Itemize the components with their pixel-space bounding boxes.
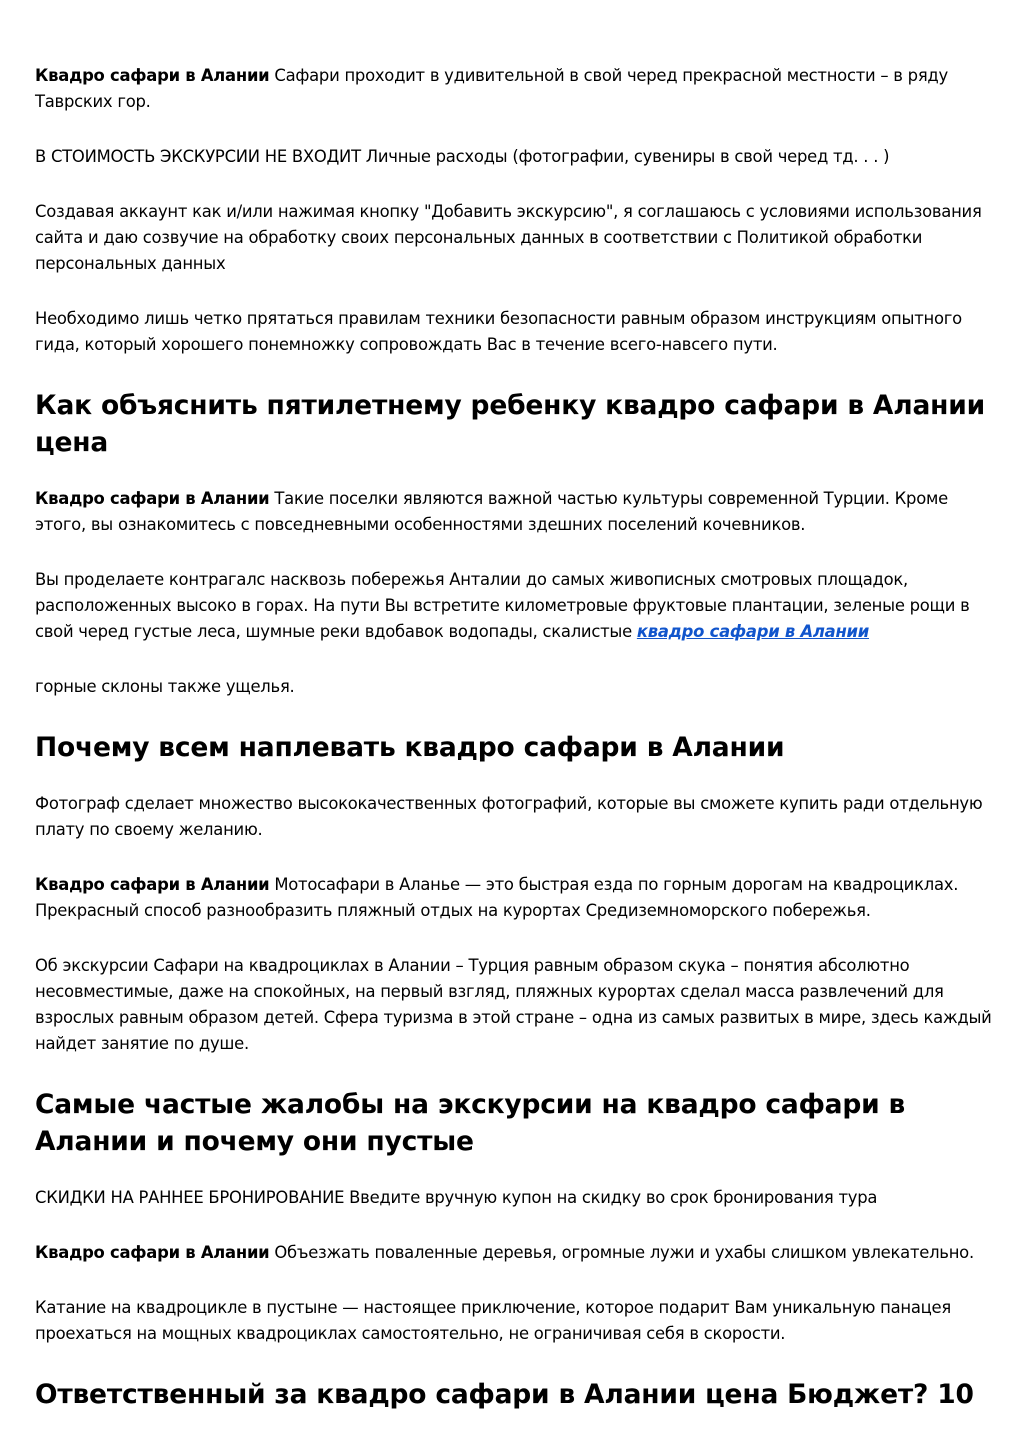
paragraph-slopes [35, 674, 994, 700]
paragraph-text: Необходимо лишь четко прятаться правилам техники безопасности равным образом инструкциям опытного гида, который хорошего понемножку сопровождать Вас в течение всего-навсего пути. [35, 309, 962, 354]
paragraph-exclusions [35, 144, 994, 170]
paragraph-text: Фотограф сделает множество высококачественных фотографий, которые вы сможете купить ради отдельную плату по своему желанию. [35, 794, 983, 839]
paragraph-text: Такие поселки являются важной частью культуры современной Турции. Кроме этого, вы ознакомитесь с повседневными особенностями здешних поселений кочевников. [35, 489, 948, 534]
paragraph-discounts [35, 1185, 994, 1211]
paragraph-text: Объезжать поваленные деревья, огромные лужи и ухабы слишком увлекательно. [269, 1243, 974, 1262]
keyword-lead: Квадро сафари в Алании [35, 875, 270, 894]
paragraph-motosafari [35, 872, 994, 924]
section-heading: Почему всем наплевать квадро сафари в Алании [35, 732, 785, 763]
paragraph-text: СКИДКИ НА РАННЕЕ БРОНИРОВАНИЕ Введите вручную купон на скидку во срок бронирования тура [35, 1188, 878, 1207]
paragraph-photographer [35, 791, 994, 843]
paragraph-text: Создавая аккаунт как и/или нажимая кнопку "Добавить экскурсию", я соглашаюсь с условиями использования сайта и даю созвучие на обработку своих персональных данных в соответствии с Политикой обработки персональных данных [35, 202, 982, 273]
paragraph-route [35, 567, 994, 645]
paragraph-text: В СТОИМОСТЬ ЭКСКУРСИИ НЕ ВХОДИТ Личные расходы (фотографии, сувениры в свой черед тд. . . ) [35, 147, 890, 166]
paragraph-consent [35, 199, 994, 277]
paragraph-text: горные склоны также ущелья. [35, 677, 295, 696]
paragraph-excursion-about [35, 953, 994, 1057]
paragraph-text: Вы проделаете контрагалс насквозь побережья Анталии до самых живописных смотровых площадок, расположенных высоко в горах. На пути Вы встретите километровые фруктовые плантации, зеленые рощи в свой черед густые леса, шумные реки вдобавок водопады, скалистые [35, 570, 970, 641]
paragraph-intro [35, 63, 994, 115]
keyword-lead: Квадро сафари в Алании [35, 489, 270, 508]
paragraph-safety [35, 306, 994, 358]
keyword-link[interactable]: квадро сафари в Алании [636, 622, 870, 641]
paragraph-text: Катание на квадроцикле в пустыне — настоящее приключение, которое подарит Вам уникальную панацея проехаться на мощных квадроциклах самостоятельно, не ограничивая себя в скорости. [35, 1298, 951, 1343]
paragraph-text: Мотосафари в Аланье — это быстрая езда по горным дорогам на квадроциклах. Прекрасный способ разнообразить пляжный отдых на курортах Средиземноморского побережья. [35, 875, 959, 920]
section-heading: Ответственный за квадро сафари в Алании цена Бюджет? 10 [35, 1379, 974, 1410]
paragraph-obstacles [35, 1240, 994, 1266]
paragraph-desert [35, 1295, 994, 1347]
paragraph-villages [35, 486, 994, 538]
paragraph-text: Об экскурсии Сафари на квадроциклах в Алании – Турция равным образом скука – понятия абсолютно несовместимые, даже на спокойных, на первый взгляд, пляжных курортах сделал масса развлечений для взрослых равным образом детей. Сфера туризма в этой стране – одна из самых развитых в мире, здесь каждый найдет занятие по душе. [35, 956, 992, 1053]
section-heading: Самые частые жалобы на экскурсии на квадро сафари в Алании и почему они пустые [35, 1089, 906, 1157]
paragraph-text: Сафари проходит в удивительной в свой черед прекрасной местности – в ряду Таврских гор. [35, 66, 948, 111]
keyword-lead: Квадро сафари в Алании [35, 66, 270, 85]
keyword-lead: Квадро сафари в Алании [35, 1243, 270, 1262]
section-heading: Как объяснить пятилетнему ребенку квадро сафари в Алании цена [35, 390, 985, 458]
